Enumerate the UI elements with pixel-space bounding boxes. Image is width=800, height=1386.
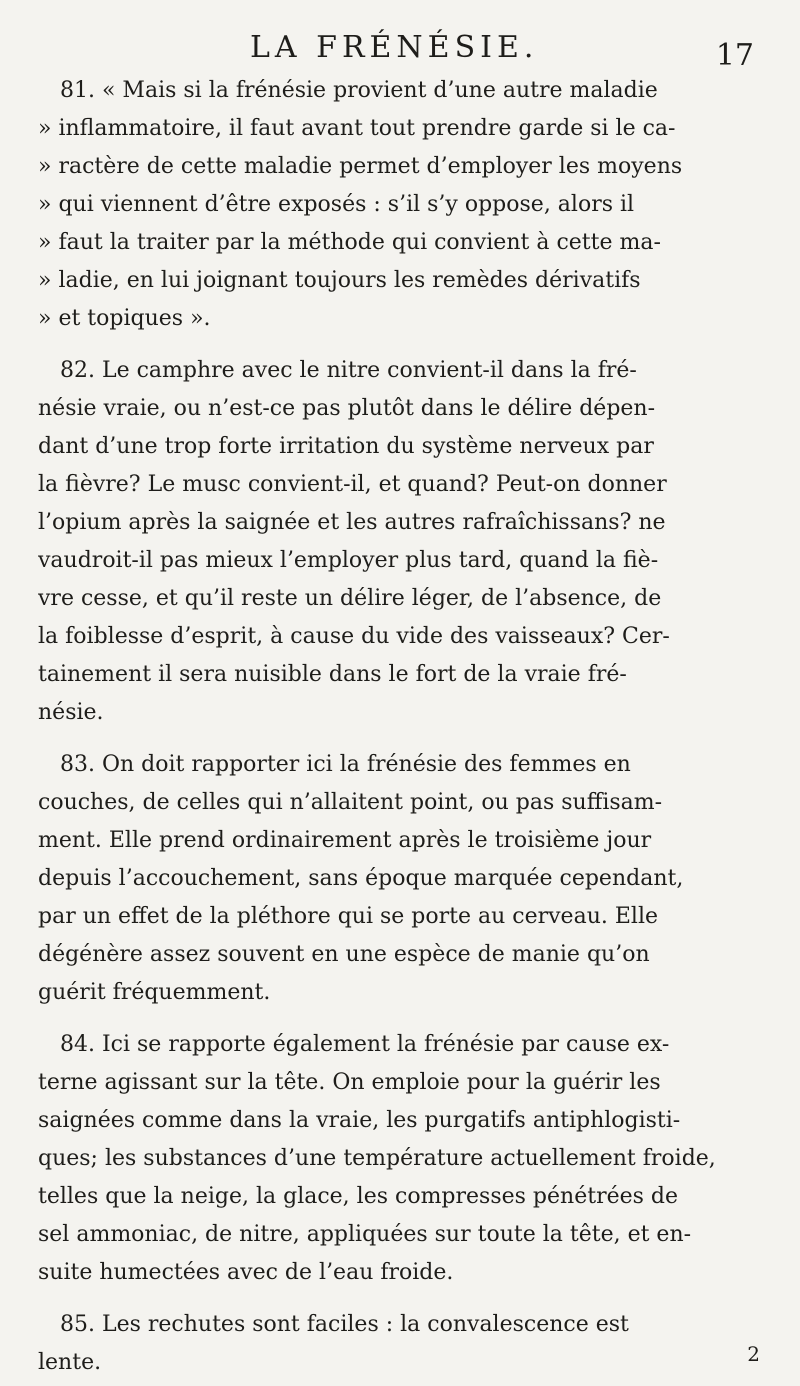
text-line: 82. Le camphre avec le nitre convient-il dans la fré- [60,358,637,383]
text-line: suite humectées avec de l’eau froide. [38,1260,454,1285]
text-line: » ractère de cette maladie permet d’employer les moyens [38,154,683,179]
page-title: LA FRÉNÉSIE. [250,30,539,65]
text-line: dant d’une trop forte irritation du système nerveux par [38,434,654,459]
text-line: terne agissant sur la tête. On emploie pour la guérir les [38,1070,661,1095]
text-line: » qui viennent d’être exposés : s’il s’y oppose, alors il [38,192,635,217]
text-line: tainement il sera nuisible dans le fort de la vraie fré- [38,662,627,687]
running-head [0,28,800,73]
paragraph-84 [38,1026,760,1292]
text-line: dégénère assez souvent en une espèce de manie qu’on [38,942,650,967]
signature-mark: 2 [747,1342,760,1366]
text-line: depuis l’accouchement, sans époque marquée cependant, [38,866,684,891]
text-line: 85. Les rechutes sont faciles : la convalescence est [60,1312,629,1337]
text-line: ques; les substances d’une température actuellement froide, [38,1146,716,1171]
text-line: » faut la traiter par la méthode qui convient à cette ma- [38,230,661,255]
text-line: » inflammatoire, il faut avant tout prendre garde si le ca- [38,116,676,141]
text-line: 83. On doit rapporter ici la frénésie des femmes en [60,752,631,777]
text-line: nésie. [38,700,104,725]
paragraph-83 [38,746,760,1012]
paragraph-gap [38,1292,760,1306]
page-number: 17 [715,38,754,73]
paragraph-gap [38,732,760,746]
body-text [38,72,760,1382]
text-line: ment. Elle prend ordinairement après le troisième jour [38,828,652,853]
text-line: vre cesse, et qu’il reste un délire léger, de l’absence, de [38,586,662,611]
text-line: 81. « Mais si la frénésie provient d’une autre maladie [60,78,658,103]
text-line: lente. [38,1350,102,1375]
paragraph-81 [38,72,760,338]
text-line: la foiblesse d’esprit, à cause du vide des vaisseaux? Cer- [38,624,670,649]
text-line: guérit fréquemment. [38,980,271,1005]
text-line: vaudroit-il pas mieux l’employer plus tard, quand la fiè- [38,548,659,573]
text-line: sel ammoniac, de nitre, appliquées sur toute la tête, et en- [38,1222,692,1247]
paragraph-gap [38,338,760,352]
paragraph-82 [38,352,760,732]
text-line: telles que la neige, la glace, les compresses pénétrées de [38,1184,679,1209]
text-line: l’opium après la saignée et les autres rafraîchissans? ne [38,510,666,535]
text-line: » ladie, en lui joignant toujours les remèdes dérivatifs [38,268,641,293]
text-line: 84. Ici se rapporte également la frénésie par cause ex- [60,1032,670,1057]
text-line: nésie vraie, ou n’est-ce pas plutôt dans le délire dépen- [38,396,656,421]
text-line: la fièvre? Le musc convient-il, et quand? Peut-on donner [38,472,667,497]
paragraph-gap [38,1012,760,1026]
text-line: couches, de celles qui n’allaitent point, ou pas suffisam- [38,790,663,815]
text-line: par un effet de la pléthore qui se porte au cerveau. Elle [38,904,658,929]
paragraph-85 [38,1306,760,1382]
text-line: saignées comme dans la vraie, les purgatifs antiphlogisti- [38,1108,681,1133]
text-line: » et topiques ». [38,306,211,331]
